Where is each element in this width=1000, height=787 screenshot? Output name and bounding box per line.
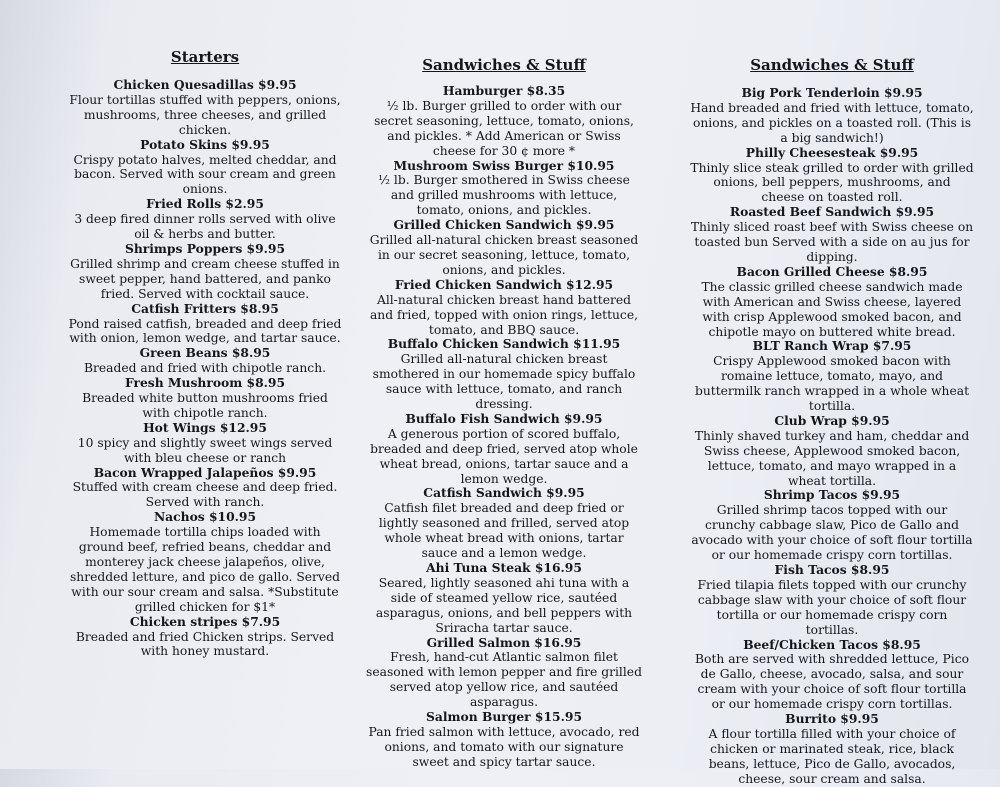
menu-item-name-price: Fresh Mushroom $8.95 — [124, 375, 286, 391]
menu-item-name-price: Mushroom Swiss Burger $10.95 — [393, 157, 615, 173]
menu-column-sandwiches-2 — [690, 56, 974, 787]
menu-item-description: The classic grilled cheese sandwich made with American and Swiss cheese, layered with crisp Applewood smoked bacon, and chipotle mayo on buttered white bread. — [701, 279, 963, 339]
menu-item — [690, 638, 974, 713]
menu-item-name-price: Bacon Wrapped Jalapeños $9.95 — [93, 464, 317, 480]
menu-item — [366, 710, 642, 770]
menu-item-name-price: Philly Cheesesteak $9.95 — [745, 144, 919, 160]
menu-item-name-price: Catfish Sandwich $9.95 — [423, 485, 585, 501]
menu-item — [366, 486, 642, 561]
menu-item-name-price: Salmon Burger $15.95 — [425, 709, 582, 725]
menu-item-description: Fried tilapia filets topped with our crunchy cabbage slaw with your choice of soft flour tortilla or our homemade crispy corn tortillas. — [697, 577, 967, 637]
menu-item-description: Crispy potato halves, melted cheddar, and bacon. Served with sour cream and green onions. — [73, 152, 337, 197]
section-title: Sandwiches & Stuff — [750, 56, 914, 74]
menu-item-name-price: Nachos $10.95 — [153, 509, 257, 525]
menu-item — [366, 84, 642, 159]
section-title: Starters — [170, 48, 240, 66]
menu-item — [366, 561, 642, 636]
menu-item-description: Hand breaded and fried with lettuce, tomato, onions, and pickles on a toasted roll. (This is a big sandwich!) — [690, 100, 974, 145]
menu-item-name-price: Catfish Fritters $8.95 — [131, 300, 279, 316]
menu-item-description: Thinly slice steak grilled to order with grilled onions, bell peppers, mushrooms, and cheese on toasted roll. — [690, 160, 974, 205]
menu-item-name-price: Fried Chicken Sandwich $12.95 — [394, 276, 614, 292]
menu-item-description: Homemade tortilla chips loaded with ground beef, refried beans, cheddar and monterey jack cheese jalapeños, olive, shredded letture, and pico de gallo. Served with our sour cream and salsa. *Substitute grilled chicken for $1* — [69, 525, 340, 614]
menu-item — [366, 218, 642, 278]
menu-item-description: Grilled shrimp and cream cheese stuffed in sweet pepper, hand battered, and panko fried. Served with cocktail sauce. — [70, 256, 340, 301]
menu-item-name-price: Hot Wings $12.95 — [143, 419, 267, 435]
menu-item-description: Pond raised catfish, breaded and deep fried with onion, lemon wedge, and tartar sauce. — [68, 316, 342, 346]
menu-item-description: Breaded white button mushrooms fried with chipotle ranch. — [82, 391, 328, 420]
menu-item-description: A flour tortilla filled with your choice of chicken or marinated steak, rice, black beans, lettuce, Pico de Gallo, avocados, cheese, sour cream and salsa. — [708, 726, 956, 786]
menu-item — [366, 337, 642, 412]
menu-item-name-price: Green Beans $8.95 — [139, 345, 271, 361]
menu-item-description: Thinly shaved turkey and ham, cheddar and Swiss cheese, Applewood smoked bacon, lettuce, tomato, and mayo wrapped in a wheat tortilla. — [694, 428, 970, 488]
menu-column-starters — [68, 48, 342, 659]
menu-item-name-price: Buffalo Chicken Sandwich $11.95 — [387, 336, 621, 352]
menu-item-name-price: Grilled Chicken Sandwich $9.95 — [393, 217, 615, 233]
menu-item — [68, 346, 342, 376]
menu-item-name-price: Bacon Grilled Cheese $8.95 — [736, 263, 928, 279]
menu-item-description: Grilled all-natural chicken breast seasoned in our secret seasoning, lettuce, tomato, onions, and pickles. — [369, 233, 639, 277]
menu-item-description: Thinly sliced roast beef with Swiss cheese on toasted bun Served with a side on au jus for dipping. — [690, 220, 974, 264]
menu-item — [68, 466, 342, 511]
menu-item-name-price: BLT Ranch Wrap $7.95 — [752, 338, 912, 354]
menu-item — [68, 510, 342, 614]
menu-item-name-price: Buffalo Fish Sandwich $9.95 — [405, 410, 603, 426]
menu-item — [366, 159, 642, 219]
menu-item — [690, 414, 974, 489]
menu-item — [690, 339, 974, 414]
menu-item — [68, 197, 342, 242]
menu-item-description: Crispy Applewood smoked bacon with romaine lettuce, tomato, mayo, and buttermilk ranch wrapped in a whole wheat tortilla. — [694, 354, 970, 414]
menu-item-name-price: Potato Skins $9.95 — [140, 136, 270, 152]
menu-item-description: Grilled shrimp tacos topped with our crunchy cabbage slaw, Pico de Gallo and avocado with your choice of soft flour tortilla or our homemade crispy corn tortillas. — [691, 503, 973, 563]
menu-item — [366, 636, 642, 711]
menu-item-name-price: Roasted Beef Sandwich $9.95 — [729, 204, 935, 220]
menu-item — [68, 138, 342, 198]
menu-item — [366, 412, 642, 487]
menu-item-name-price: Shrimp Tacos $9.95 — [763, 487, 901, 503]
menu-item — [68, 302, 342, 347]
menu-item-name-price: Big Pork Tenderloin $9.95 — [741, 85, 923, 100]
menu-item-description: A generous portion of scored buffalo, breaded and deep fried, served atop whole wheat bread, onions, tartar sauce and a lemon wedge. — [370, 426, 638, 486]
menu-item — [68, 615, 342, 660]
menu-item-name-price: Beef/Chicken Tacos $8.95 — [743, 636, 921, 652]
menu-item-description: Stuffed with cream cheese and deep fried. Served with ranch. — [72, 480, 338, 510]
menu-item — [68, 78, 342, 138]
section-title: Sandwiches & Stuff — [422, 56, 586, 74]
menu-item-description: Catfish filet breaded and deep fried or lightly seasoned and frilled, served atop whole wheat bread with onions, tartar sauce and a lemon wedge. — [378, 501, 630, 561]
menu-item — [690, 146, 974, 206]
menu-item-name-price: Fried Rolls $2.95 — [146, 196, 264, 212]
menu-item — [68, 376, 342, 421]
menu-item — [690, 205, 974, 265]
menu-item — [690, 265, 974, 340]
menu-item-name-price: Shrimps Poppers $9.95 — [124, 240, 286, 256]
menu-item-name-price: Club Wrap $9.95 — [774, 412, 890, 428]
menu-item-description: Grilled all-natural chicken breast smothered in our homemade spicy buffalo sauce with lettuce, tomato, and ranch dressing. — [372, 352, 636, 412]
menu-item — [690, 563, 974, 638]
menu-item-name-price: Ahi Tuna Steak $16.95 — [426, 560, 582, 575]
menu-item-name-price: Chicken stripes $7.95 — [129, 613, 281, 629]
menu-item-description: Pan fried salmon with lettuce, avocado, red onions, and tomato with our signature sweet and spicy tartar sauce. — [368, 724, 640, 769]
menu-item-description: ½ lb. Burger smothered in Swiss cheese and grilled mushrooms with lettuce, tomato, onions, and pickles. — [378, 173, 630, 218]
menu-item — [366, 278, 642, 338]
menu-item-name-price: Grilled Salmon $16.95 — [426, 634, 582, 650]
menu-item-name-price: Burrito $9.95 — [785, 711, 879, 727]
menu-item — [690, 86, 974, 146]
menu-item-description: ½ lb. Burger grilled to order with our secret seasoning, lettuce, tomato, onions, and pickles. * Add American or Swiss cheese for 30 ¢ more * — [374, 98, 634, 158]
menu-item-name-price: Chicken Quesadillas $9.95 — [113, 77, 297, 92]
menu-item-description: All-natural chicken breast hand battered and fried, topped with onion rings, lettuce, tomato, and BBQ sauce. — [369, 292, 639, 337]
menu-item — [68, 242, 342, 302]
menu-item-name-price: Fish Tacos $8.95 — [774, 562, 890, 577]
menu-item-description: 3 deep fired dinner rolls served with olive oil & herbs and butter. — [74, 212, 336, 242]
menu-item — [690, 712, 974, 787]
menu-item-description: Fresh, hand-cut Atlantic salmon filet seasoned with lemon pepper and fire grilled served atop yellow rice, and sautéed asparagus. — [366, 650, 642, 710]
menu-item-description: Both are served with shredded lettuce, Pico de Gallo, cheese, avocado, salsa, and sour cream with your choice of soft flour tortilla or our homemade crispy corn tortillas. — [695, 652, 969, 712]
menu-item-description: Flour tortillas stuffed with peppers, onions, mushrooms, three cheeses, and grilled chicken. — [69, 92, 341, 137]
menu-item-description: Breaded and fried with chipotle ranch. — [83, 361, 327, 376]
menu-item — [68, 421, 342, 466]
menu-item-description: Breaded and fried Chicken strips. Served with honey mustard. — [75, 629, 335, 659]
menu-item-description: 10 spicy and slightly sweet wings served with bleu cheese or ranch — [77, 435, 333, 465]
menu-item-description: Seared, lightly seasoned ahi tuna with a side of steamed yellow rice, sautéed asparagus, onions, and bell peppers with Sriracha tartar sauce. — [375, 575, 633, 635]
menu-item — [690, 488, 974, 563]
menu-item-name-price: Hamburger $8.35 — [442, 83, 566, 98]
menu-column-sandwiches-1 — [366, 56, 642, 770]
